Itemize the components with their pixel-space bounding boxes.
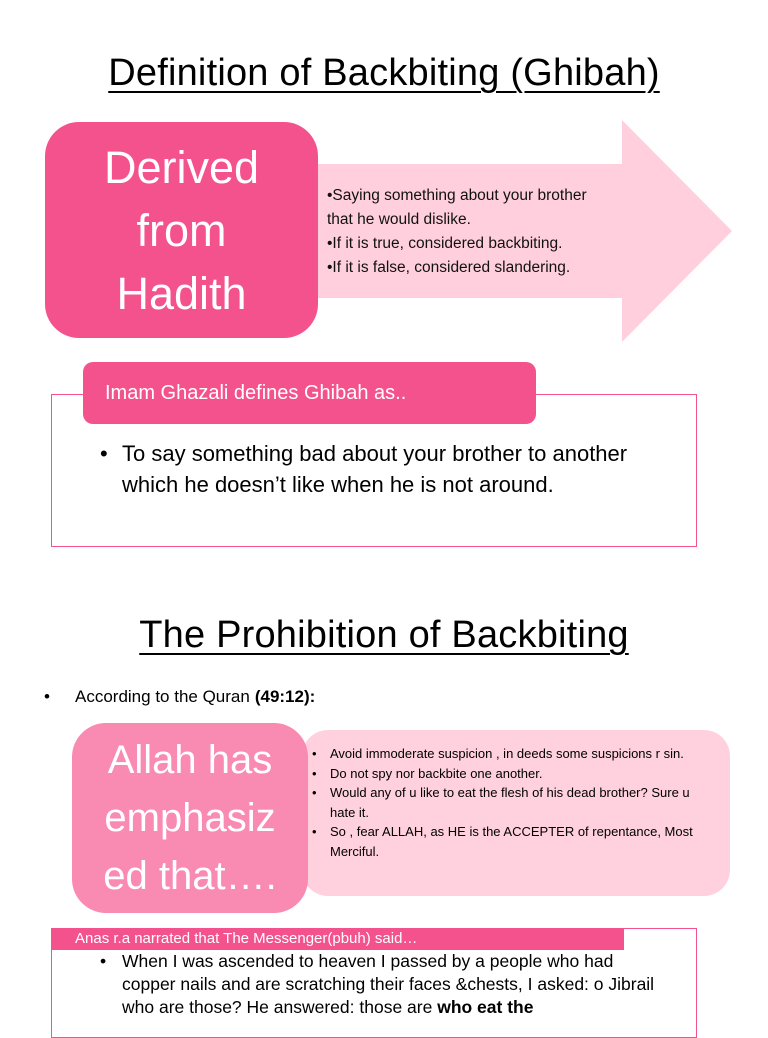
anas-narration-body (122, 950, 670, 1019)
anas-narration-text: When I was ascended to heaven I passed by a people who had copper nails and are scratching their faces &chests, I asked: o Jibrail who are those? He answered: those are (122, 951, 655, 1017)
derived-from-hadith-box (45, 122, 318, 338)
hadith-points (327, 184, 627, 280)
ghazali-header: Imam Ghazali defines Ghibah as.. (83, 362, 536, 424)
page-title-definition: Definition of Backbiting (Ghibah) (108, 52, 660, 94)
anas-narration-bold: who eat the (437, 997, 534, 1017)
quran-reference (44, 686, 315, 708)
allah-emphasized-box (72, 723, 308, 913)
hadith-point-1: •Saying something about your brother (327, 187, 587, 204)
verse-points (312, 744, 712, 862)
bullet-icon: • (100, 441, 108, 466)
ghazali-definition-text: To say something bad about your brother to another which he doesn’t like when he is not around. (122, 441, 628, 497)
bullet-icon: • (100, 951, 107, 971)
derived-line-3: Hadith (116, 267, 247, 319)
verse-point-1: Avoid immoderate suspicion , in deeds some suspicions r sin. (330, 746, 684, 761)
page-title-prohibition: The Prohibition of Backbiting (139, 614, 629, 656)
verse-point-3: Would any of u like to eat the flesh of his dead brother? Sure u hate it. (330, 785, 690, 820)
derived-line-2: from (136, 204, 227, 256)
quran-reference-text: According to the Quran (75, 687, 250, 706)
anas-header: Anas r.a narrated that The Messenger(pbuh) said… (51, 928, 624, 950)
allah-line-1: Allah has (107, 738, 273, 782)
bullet-icon: • (312, 824, 317, 840)
quran-reference-verse: (49:12): (254, 687, 316, 706)
bullet-icon: • (44, 687, 50, 706)
ghazali-definition (100, 438, 660, 500)
hadith-point-3: •If it is false, considered slandering. (327, 259, 571, 276)
allah-line-3: ed that…. (103, 854, 277, 898)
derived-line-1: Derived (103, 141, 260, 193)
verse-point-4: So , fear ALLAH, as HE is the ACCEPTER of repentance, Most Merciful. (330, 824, 693, 859)
verse-point-2: Do not spy nor backbite one another. (330, 765, 543, 781)
hadith-point-1-cont: that he would dislike. (327, 211, 471, 228)
bullet-icon: • (312, 785, 317, 801)
anas-narration (100, 950, 670, 1019)
bullet-icon: • (312, 765, 317, 781)
hadith-point-2: •If it is true, considered backbiting. (327, 235, 563, 252)
bullet-icon: • (312, 746, 317, 761)
allah-line-2: emphasiz (104, 796, 276, 840)
